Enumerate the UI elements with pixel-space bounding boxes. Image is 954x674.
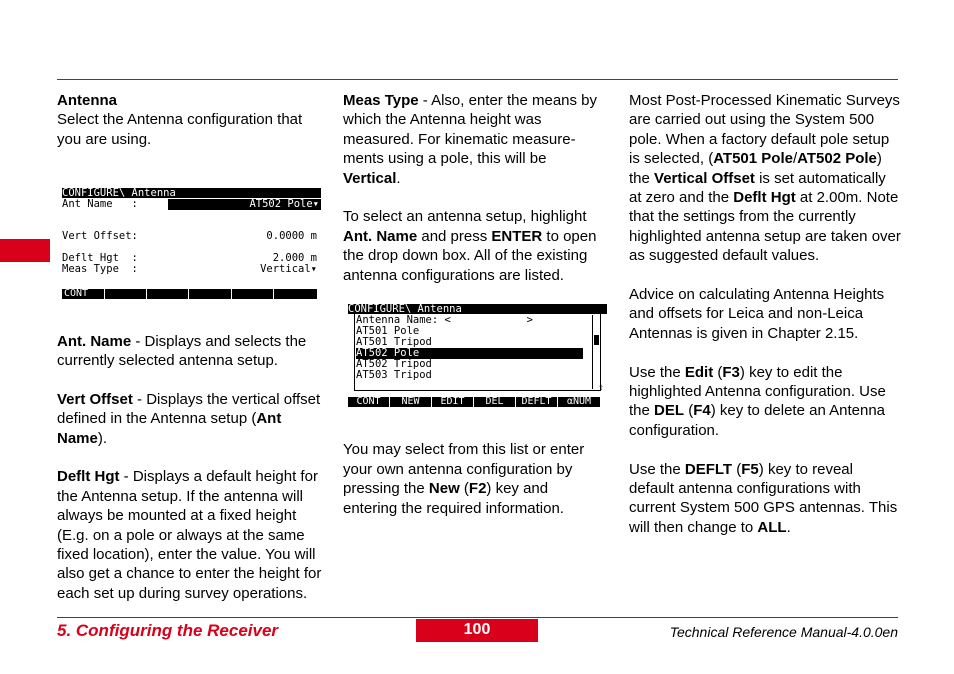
ant-name-label: Ant Name :: [62, 197, 138, 210]
advice-paragraph: Advice on calculating Antenna Heights and offsets for Leica and non-Leica Antennas is given in Chapter 2.15.: [629, 286, 885, 342]
meas-type-description: Meas Type - Also, enter the means by which the Antenna height was measured. For kinematic measure-ments using a pole, this will be Vertical.: [343, 92, 598, 187]
deflt-hgt-description: Deflt Hgt - Displays a default height for the Antenna setup. If the antenna will always be mounted at a fixed height (E.g. on a pole or always at the same fixed location), enter the value. You will also get a chance to enter the height for each set up during survey operations.: [57, 468, 322, 602]
antenna-heading: Antenna: [57, 92, 117, 109]
vert-offset-description: Vert Offset - Displays the vertical offset defined in the Antenna setup (Ant Name).: [57, 390, 321, 447]
column-1: [57, 91, 329, 623]
ant-name-description: Ant. Name - Displays and selects the currently selected antenna setup.: [57, 332, 307, 370]
manual-title: Technical Reference Manual-4.0.0en: [669, 624, 898, 640]
antenna-text: Select the Antenna configuration that you are using.: [57, 111, 303, 148]
bottom-rule: [57, 617, 898, 618]
antenna-list-item-selected[interactable]: AT502 Pole: [356, 348, 583, 359]
deflt-paragraph: Use the DEFLT (F5) key to reveal default antenna configurations with current System 500 GPS antennas. This will then change to ALL.: [629, 460, 898, 536]
enter-instructions: You may select from this list or enter your own antenna configuration by pressing the New (F2) key and entering the required information.: [343, 441, 585, 517]
section-tab: [0, 239, 50, 262]
chapter-title: 5. Configuring the Receiver: [57, 621, 279, 640]
antenna-list-item[interactable]: AT501 Tripod: [356, 336, 432, 349]
softkey-bar: [62, 289, 317, 299]
select-instructions: To select an antenna setup, highlight Ant. Name and press ENTER to open the drop down box. All of the existing antenna configurations are listed.: [343, 208, 597, 284]
empty-softkey[interactable]: [232, 289, 274, 299]
antenna-list-item[interactable]: AT502 Tripod: [356, 358, 432, 371]
new-softkey[interactable]: NEW: [390, 397, 432, 407]
antenna-list-item[interactable]: AT503 Tripod: [356, 369, 432, 382]
configure-antenna-screen: [62, 188, 321, 300]
meas-type-label: Meas Type :: [62, 262, 138, 275]
antenna-list-screen: [348, 304, 612, 412]
pole-setup-paragraph: Most Post-Processed Kinematic Surveys are carried out using the System 500 pole. When a factory default pole setup is selected, (AT501 Pole/AT502 Pole) the Vertical Offset is set automatically at zero and the Deflt Hgt at 2.00m. Note that the settings from the currently highlighted antenna setup are taken over as suggested default values.: [629, 92, 901, 265]
cont-softkey[interactable]: CONT: [348, 397, 390, 407]
column-2: [343, 91, 605, 537]
alphanum-softkey[interactable]: αNUM: [566, 396, 592, 408]
vert-offset-value[interactable]: 0.0000 m: [266, 229, 317, 242]
top-rule: [57, 79, 898, 80]
scrollbar-thumb[interactable]: [594, 335, 599, 345]
meas-type-dropdown[interactable]: Vertical▾: [260, 262, 317, 275]
ant-name-dropdown[interactable]: AT502 Pole▾: [168, 199, 321, 210]
antenna-list-item[interactable]: AT501 Pole: [356, 325, 420, 338]
empty-softkey[interactable]: [147, 289, 189, 299]
page-number: 100: [416, 619, 538, 642]
edit-delete-paragraph: Use the Edit (F3) key to edit the highlighted Antenna configuration. Use the DEL (F4) key to delete an Antenna configuration.: [629, 363, 886, 439]
empty-softkey[interactable]: [189, 289, 232, 299]
scroll-up-arrow-icon: ⇧: [598, 382, 605, 394]
deflt-hgt-value[interactable]: 2.000 m: [272, 251, 317, 264]
del-softkey[interactable]: DEL: [474, 397, 516, 407]
column-3: [629, 91, 901, 557]
edit-softkey[interactable]: EDIT: [432, 397, 474, 407]
cont-softkey[interactable]: CONT: [62, 289, 105, 299]
vert-offset-label: Vert Offset:: [62, 229, 138, 242]
softkey-bar: [348, 397, 600, 407]
screen-title: CONFIGURE\ Antenna: [348, 304, 607, 314]
screen-title: CONFIGURE\ Antenna: [62, 188, 321, 198]
deflt-hgt-label: Deflt Hgt :: [62, 251, 138, 264]
scrollbar[interactable]: [592, 315, 599, 389]
deflt-softkey[interactable]: DEFLT: [516, 397, 558, 407]
antenna-name-field[interactable]: Antenna Name: < >: [356, 314, 534, 327]
empty-softkey[interactable]: [274, 289, 317, 299]
empty-softkey[interactable]: [105, 289, 147, 299]
